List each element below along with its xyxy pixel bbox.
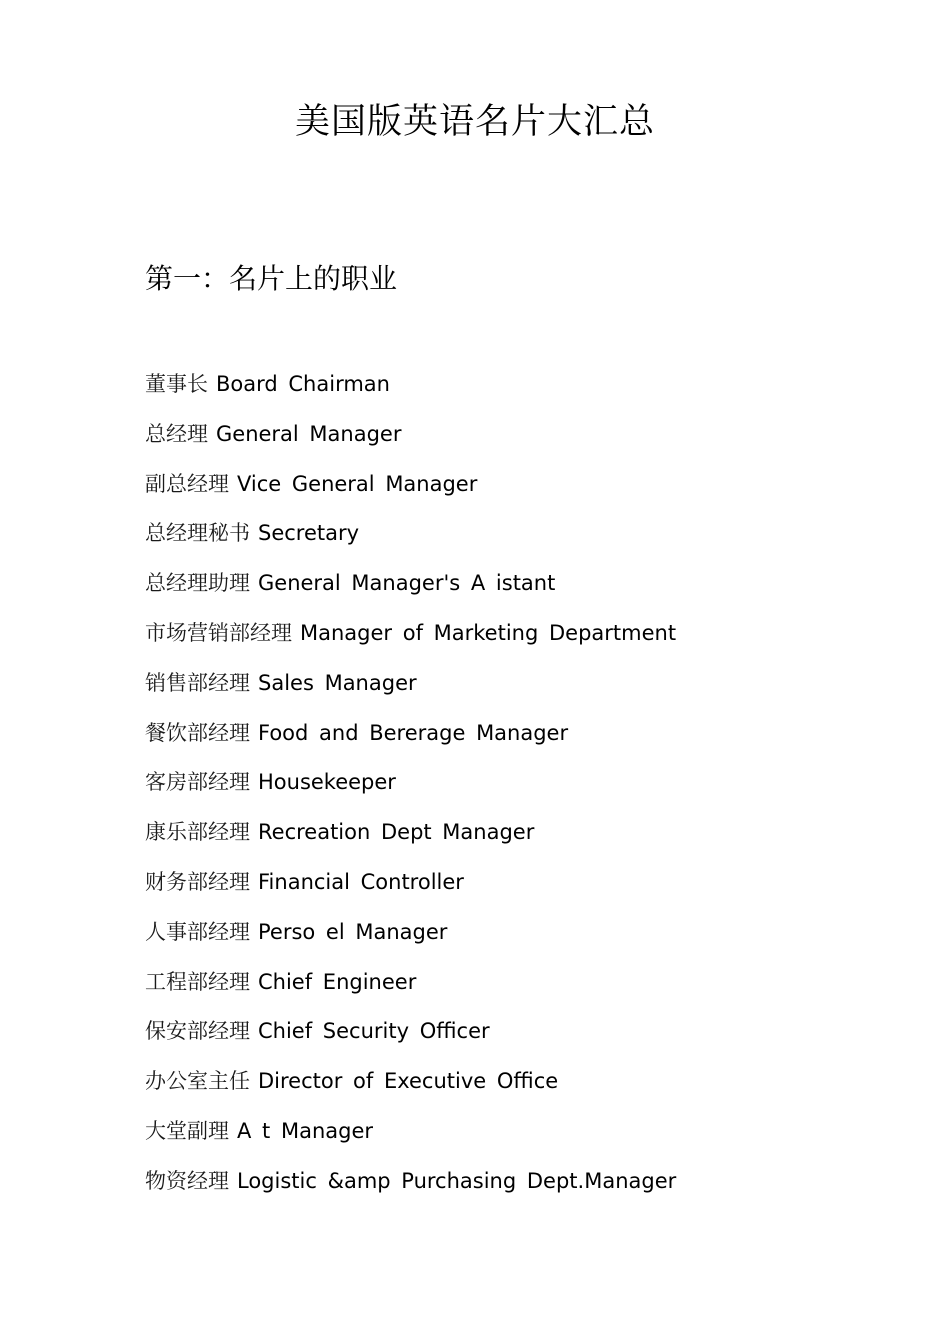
job-title-english: Perso el Manager <box>258 919 448 944</box>
list-item <box>145 665 676 715</box>
job-title-chinese: 客房部经理 <box>145 770 250 795</box>
job-title-english: Logistic &amp Purchasing Dept.Manager <box>237 1168 677 1193</box>
job-title-chinese: 办公室主任 <box>145 1069 250 1094</box>
job-title-chinese: 财务部经理 <box>145 869 250 894</box>
job-title-english: Manager of Marketing Department <box>300 620 677 645</box>
job-title-english: Vice General Manager <box>237 471 478 496</box>
list-item <box>145 864 676 914</box>
list-item <box>145 416 676 466</box>
list-item <box>145 764 676 814</box>
job-title-english: Financial Controller <box>258 869 464 894</box>
job-title-chinese: 物资经理 <box>145 1168 229 1193</box>
job-title-chinese: 销售部经理 <box>145 670 250 695</box>
list-item <box>145 1013 676 1063</box>
job-title-english: Chief Engineer <box>258 969 417 994</box>
list-item <box>145 1063 676 1113</box>
job-title-chinese: 市场营销部经理 <box>145 620 292 645</box>
job-title-chinese: 餐饮部经理 <box>145 720 250 745</box>
job-title-english: Chief Security Officer <box>258 1019 490 1044</box>
section-heading: 第一：名片上的职业 <box>145 262 398 295</box>
page-title: 美国版英语名片大汇总 <box>294 102 655 142</box>
list-item <box>145 515 676 565</box>
job-title-english: Recreation Dept Manager <box>258 820 535 845</box>
job-title-english: General Manager <box>216 421 402 446</box>
job-title-english: Director of Executive Office <box>258 1069 559 1094</box>
list-item <box>145 914 676 964</box>
job-title-english: Secretary <box>258 521 360 546</box>
job-title-chinese: 总经理秘书 <box>145 521 250 546</box>
job-title-english: General Manager's A istant <box>258 571 556 596</box>
list-item <box>145 366 676 416</box>
list-item <box>145 615 676 665</box>
job-title-chinese: 副总经理 <box>145 471 229 496</box>
job-title-english: Sales Manager <box>258 670 417 695</box>
job-title-english: Food and Bererage Manager <box>258 720 569 745</box>
job-title-chinese: 人事部经理 <box>145 919 250 944</box>
job-title-english: Board Chairman <box>216 372 390 396</box>
job-title-chinese: 康乐部经理 <box>145 820 250 845</box>
list-item <box>145 715 676 765</box>
job-title-list <box>145 366 676 1213</box>
job-title-chinese: 保安部经理 <box>145 1019 250 1044</box>
job-title-chinese: 大堂副理 <box>145 1118 229 1143</box>
job-title-chinese: 董事长 <box>145 372 208 396</box>
list-item <box>145 565 676 615</box>
list-item <box>145 964 676 1014</box>
job-title-english: A t Manager <box>237 1118 373 1143</box>
list-item <box>145 1163 676 1213</box>
list-item <box>145 814 676 864</box>
job-title-chinese: 工程部经理 <box>145 969 250 994</box>
job-title-chinese: 总经理助理 <box>145 571 250 596</box>
job-title-chinese: 总经理 <box>145 421 208 446</box>
job-title-english: Housekeeper <box>258 770 396 795</box>
list-item <box>145 1113 676 1163</box>
list-item <box>145 466 676 516</box>
